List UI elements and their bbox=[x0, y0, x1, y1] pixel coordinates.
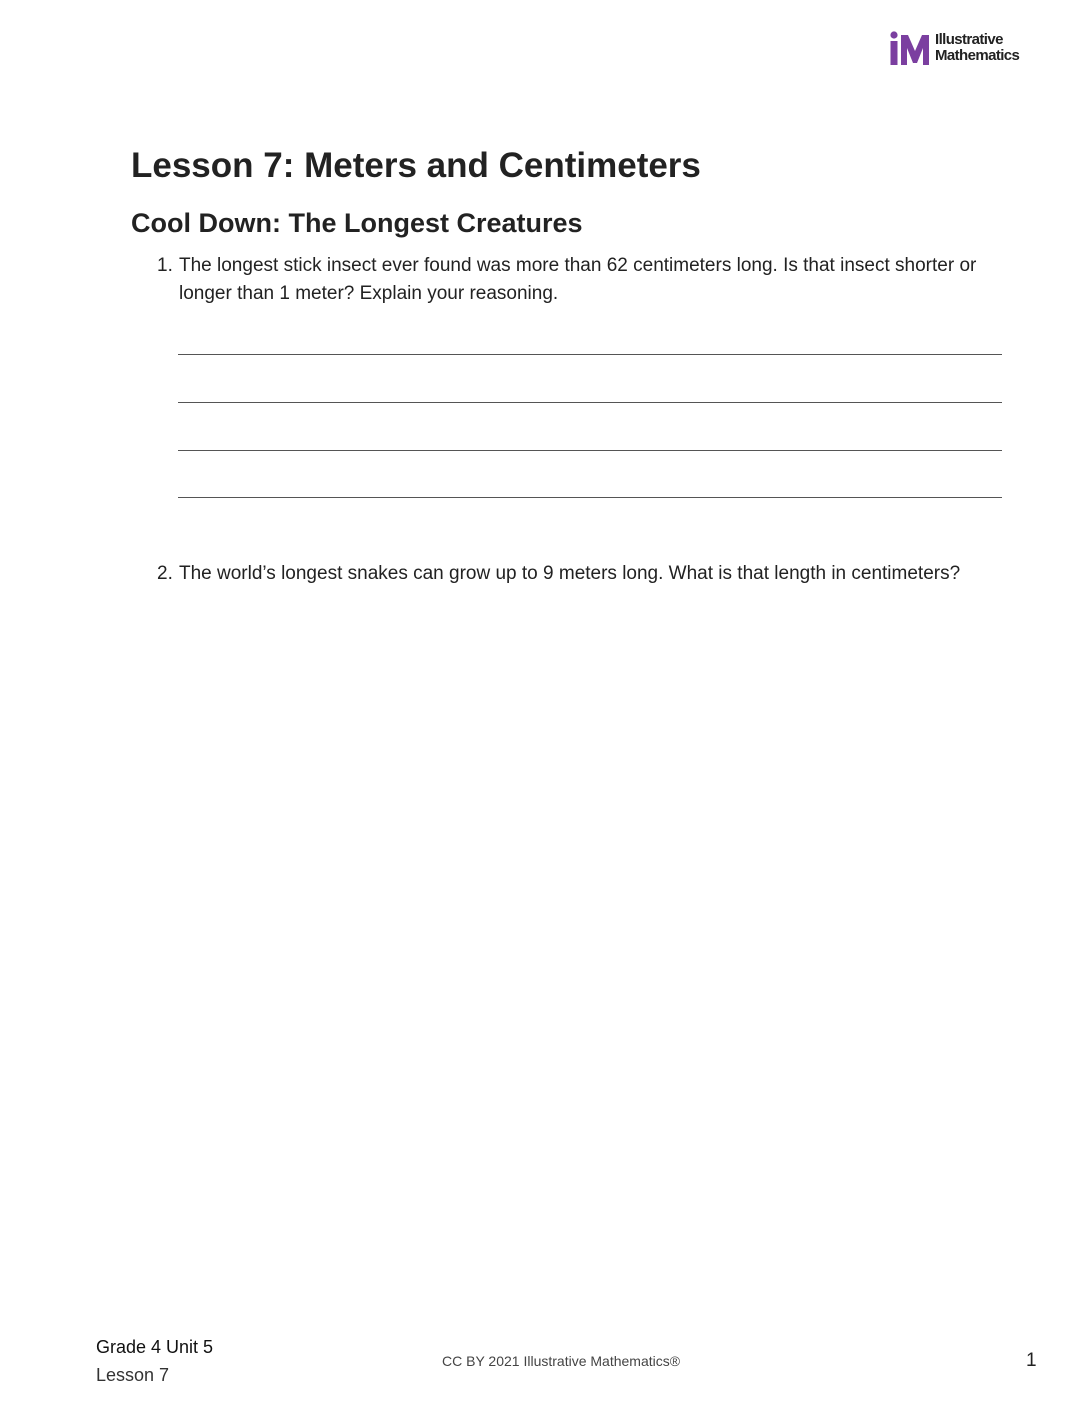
lesson-title: Lesson 7: Meters and Centimeters bbox=[131, 146, 701, 185]
section-title: Cool Down: The Longest Creatures bbox=[131, 208, 583, 238]
logo-wordmark bbox=[935, 32, 1019, 64]
page-number: 1 bbox=[1026, 1350, 1037, 1371]
im-logo-icon bbox=[889, 31, 931, 67]
question-number: 2. bbox=[157, 563, 173, 584]
logo-line-1: Illustrative bbox=[935, 31, 1003, 48]
footer-lesson: Lesson 7 bbox=[96, 1365, 170, 1385]
answer-line[interactable] bbox=[178, 402, 1002, 403]
footer-grade-unit: Grade 4 Unit 5 bbox=[96, 1337, 214, 1357]
question-text: The longest stick insect ever found was more than 62 centimeters long. Is that insect shorter or longer than 1 meter? Explain your reasoning. bbox=[179, 255, 977, 304]
footer-course-info bbox=[96, 1333, 213, 1389]
answer-line[interactable] bbox=[178, 354, 1002, 355]
question-number: 1. bbox=[157, 255, 173, 276]
answer-line[interactable] bbox=[178, 450, 1002, 451]
answer-line[interactable] bbox=[178, 497, 1002, 498]
logo-line-2: Mathematics bbox=[935, 47, 1020, 64]
question-text: The world’s longest snakes can grow up to 9 meters long. What is that length in centimeters? bbox=[179, 563, 961, 584]
footer-license: CC BY 2021 Illustrative Mathematics® bbox=[442, 1353, 681, 1369]
illustrative-mathematics-logo bbox=[889, 31, 1039, 67]
